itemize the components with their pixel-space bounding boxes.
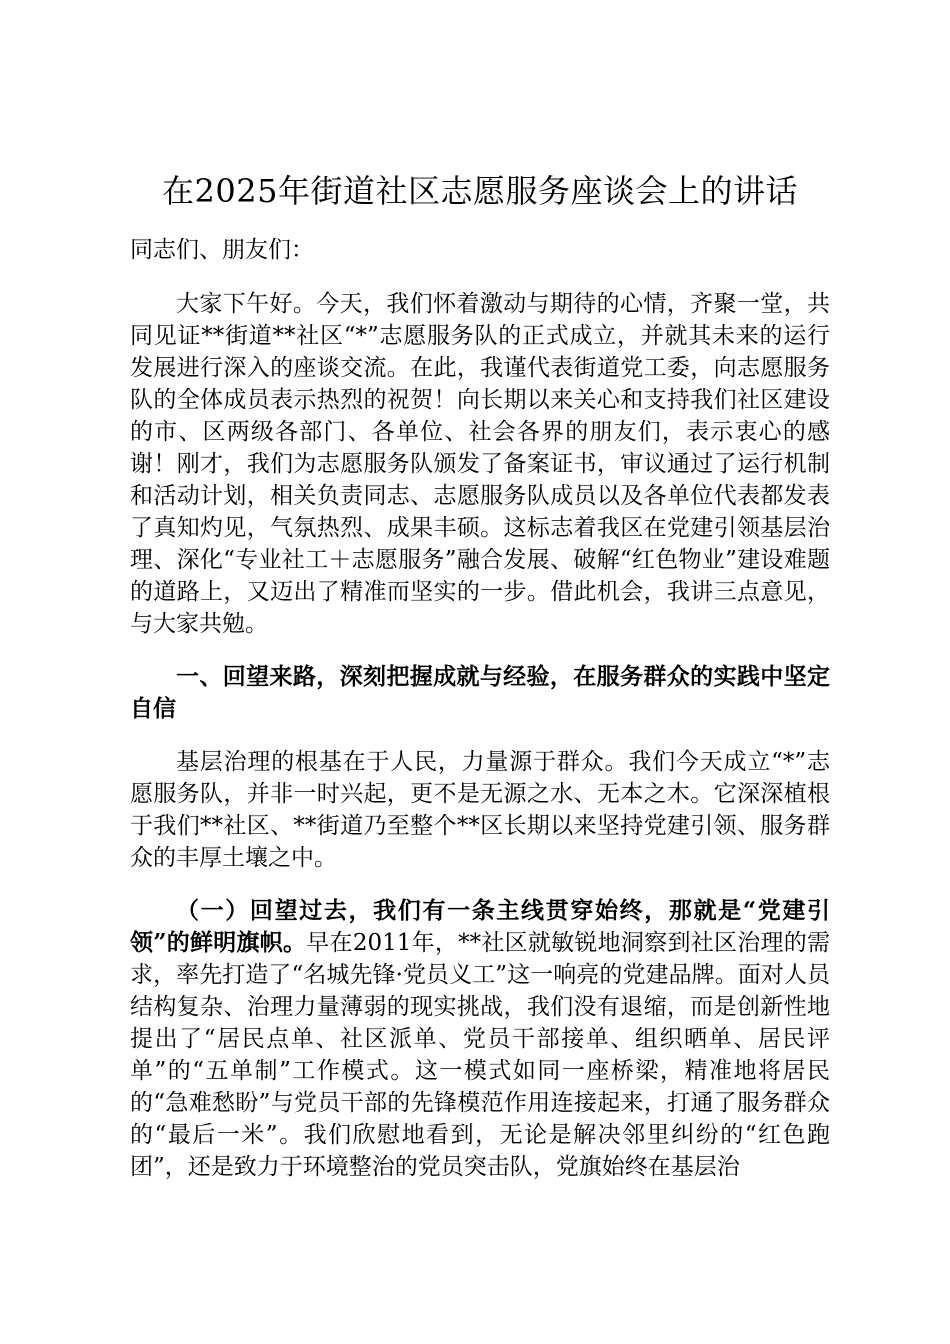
paragraph-roots: 基层治理的根基在于人民，力量源于群众。我们今天成立“*”志愿服务队，并非一时兴起，更不是无源之水、无本之木。它深深植根于我们**社区、**街道乃至整个**区长期以来坚持党建引领、服务群众的丰厚土壤之中。 <box>130 749 830 871</box>
subheading-lead: （一）回望过去，我们有一条主线贯穿始终，那就是“党建引领”的鲜明旗帜。 <box>130 897 830 956</box>
section-heading-1: 一、回望来路，深刻把握成就与经验，在服务群众的实践中坚定自信 <box>130 663 830 722</box>
document-title: 在2025年街道社区志愿服务座谈会上的讲话 <box>162 172 798 210</box>
paragraph-body: 早在2011年，**社区就敏锐地洞察到社区治理的需求，率先打造了“名城先锋·党员义工”这一响亮的党建品牌。面对人员结构复杂、治理力量薄弱的现实挑战，我们没有退缩，而是创新性地提出了“居民点单、社区派单、党员干部接单、组织晒单、居民评单”的“五单制”工作模式。这一模式如同一座桥梁，精准地将居民的“急难愁盼”与党员干部的先锋模范作用连接起来，打通了服务群众的“最后一米”。我们欣慰地看到，无论是解决邻里纠纷的“红色跑团”，还是致力于环境整治的党员突击队，党旗始终在基层治 <box>130 930 830 1180</box>
paragraph-party-leadership <box>130 895 830 1183</box>
salutation: 同志们、朋友们： <box>130 237 314 263</box>
document-page <box>130 170 830 1204</box>
paragraph-opening: 大家下午好。今天，我们怀着激动与期待的心情，齐聚一堂，共同见证**街道**社区“*”志愿服务队的正式成立，并就其未来的运行发展进行深入的座谈交流。在此，我谨代表街道党工委，向志愿服务队的全体成员表示热烈的祝贺！向长期以来关心和支持我们社区建设的市、区两级各部门、各单位、社会各界的朋友们，表示衷心的感谢！刚才，我们为志愿服务队颁发了备案证书，审议通过了运行机制和活动计划，相关负责同志、志愿服务队成员以及各单位代表都发表了真知灼见，气氛热烈、成果丰硕。这标志着我区在党建引领基层治理、深化“专业社工＋志愿服务”融合发展、破解“红色物业”建设难题的道路上，又迈出了精准而坚实的一步。借此机会，我讲三点意见，与大家共勉。 <box>130 291 830 637</box>
